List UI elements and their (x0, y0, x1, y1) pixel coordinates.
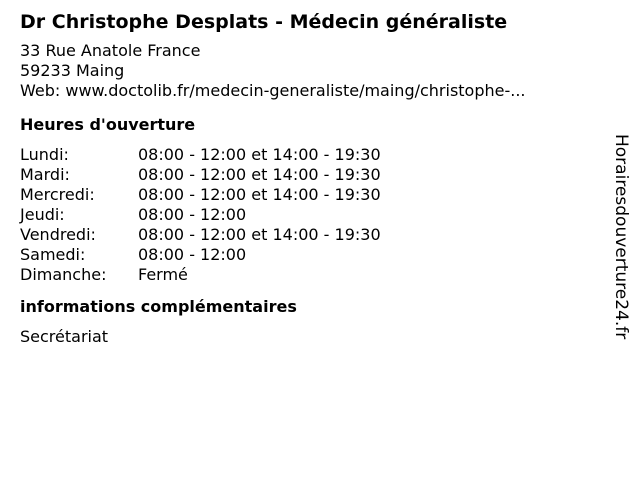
time-value: 08:00 - 12:00 (138, 205, 247, 224)
opening-hours-table (20, 145, 600, 285)
hours-row-wednesday (20, 185, 600, 205)
hours-row-sunday (20, 265, 600, 285)
day-label: Lundi: (20, 145, 69, 164)
additional-info-heading: informations complémentaires (20, 297, 297, 316)
hours-row-saturday (20, 245, 600, 265)
opening-hours-heading: Heures d'ouverture (20, 115, 196, 134)
day-label: Mercredi: (20, 185, 95, 204)
day-label: Mardi: (20, 165, 70, 184)
day-label: Dimanche: (20, 265, 107, 284)
business-card (20, 8, 600, 347)
page-title: Dr Christophe Desplats - Médecin généraliste (20, 11, 508, 33)
time-value: 08:00 - 12:00 (138, 245, 247, 264)
day-label: Samedi: (20, 245, 86, 264)
time-value: 08:00 - 12:00 et 14:00 - 19:30 (138, 185, 381, 204)
day-label: Vendredi: (20, 225, 96, 244)
website-link[interactable]: Web: www.doctolib.fr/medecin-generaliste/maing/christophe-... (20, 81, 526, 100)
time-value: 08:00 - 12:00 et 14:00 - 19:30 (138, 145, 381, 164)
time-value: Fermé (138, 265, 188, 284)
hours-row-tuesday (20, 165, 600, 185)
hours-row-thursday (20, 205, 600, 225)
city-postcode: 59233 Maing (20, 61, 125, 80)
hours-row-monday (20, 145, 600, 165)
hours-row-friday (20, 225, 600, 245)
street-address: 33 Rue Anatole France (20, 41, 201, 60)
additional-info-text: Secrétariat (20, 327, 109, 346)
day-label: Jeudi: (20, 205, 65, 224)
time-value: 08:00 - 12:00 et 14:00 - 19:30 (138, 225, 381, 244)
time-value: 08:00 - 12:00 et 14:00 - 19:30 (138, 165, 381, 184)
brand-watermark: Horairesdouverture24.fr (611, 134, 631, 340)
address-block (20, 41, 600, 101)
